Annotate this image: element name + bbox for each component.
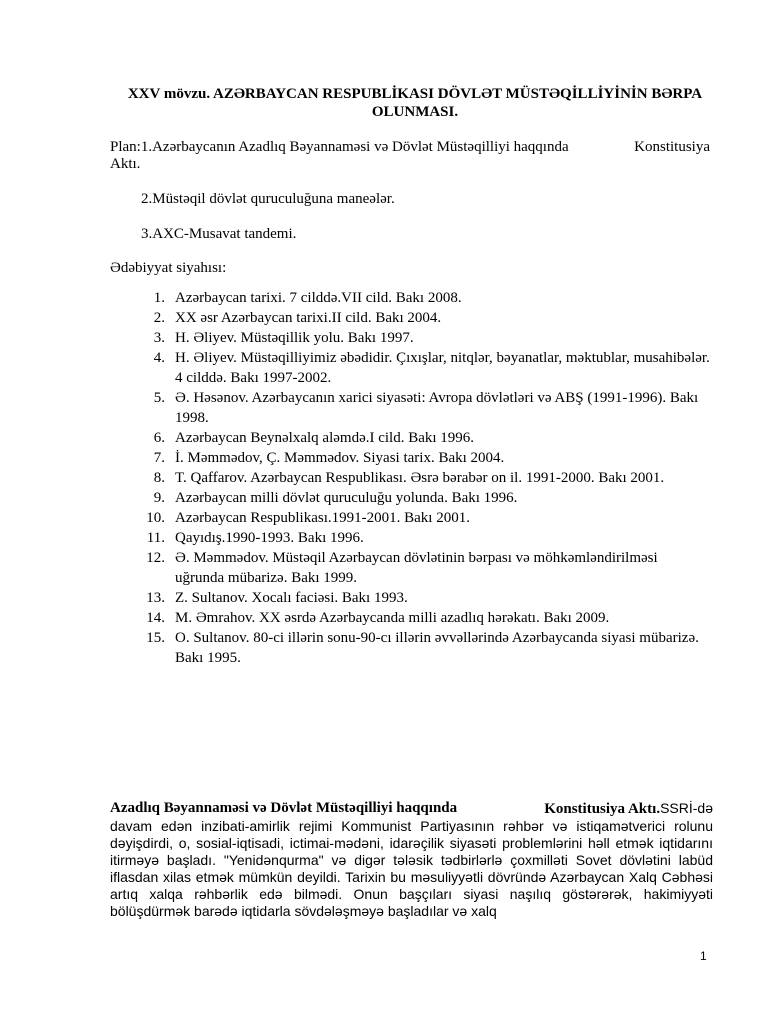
literature-item-number: 6. <box>153 430 165 446</box>
section-body <box>110 800 713 920</box>
literature-item-text: M. Əmrahov. XX əsrdə Azərbaycanda milli azadlıq hərəkatı. Bakı 2009. <box>175 610 610 626</box>
literature-item-text: O. Sultanov. 80-ci illərin sonu-90-cı illərin əvvəllərində Azərbaycanda siyasi mübarizə. Bakı 1995. <box>175 630 699 666</box>
section-heading-line <box>110 800 713 818</box>
literature-item <box>110 628 710 668</box>
literature-item <box>110 388 710 428</box>
literature-item <box>110 588 710 608</box>
literature-item <box>110 448 710 468</box>
literature-item <box>110 488 710 508</box>
literature-item-text: XX əsr Azərbaycan tarixi.II cild. Bakı 2004. <box>175 310 442 326</box>
literature-item <box>110 348 710 388</box>
literature-item-number: 5. <box>153 390 165 406</box>
section-lead-word: SSRİ-də <box>660 800 713 816</box>
literature-list <box>110 288 710 668</box>
literature-item <box>110 608 710 628</box>
section-heading-tail: Konstitusiya Aktı. <box>544 801 661 817</box>
literature-item-number: 9. <box>153 490 165 506</box>
literature-item-number: 13. <box>146 590 165 606</box>
literature-item-number: 14. <box>146 610 165 626</box>
literature-item-text: Ə. Məmmədov. Müstəqil Azərbaycan dövlətinin bərpası və möhkəmləndirilməsi uğrunda mübarizə. Bakı 1999. <box>175 550 658 586</box>
page-title: XXV mövzu. AZƏRBAYCAN RESPUBLİKASI DÖVLƏT MÜSTƏQİLLİYİNİN BƏRPA OLUNMASI. <box>127 86 703 120</box>
literature-item-number: 7. <box>153 450 165 466</box>
literature-item-number: 15. <box>146 630 165 646</box>
plan-item-1-tail: Konstitusiya <box>634 139 710 155</box>
literature-item <box>110 328 710 348</box>
literature-item-text: Azərbaycan Beynəlxalq aləmdə.I cild. Bakı 1996. <box>175 430 475 446</box>
page-number: 1 <box>700 949 707 963</box>
literature-item-text: H. Əliyev. Müstəqillik yolu. Bakı 1997. <box>175 330 414 346</box>
literature-item <box>110 468 710 488</box>
literature-item <box>110 288 710 308</box>
section-heading: Azadlıq Bəyannaməsi və Dövlət Müstəqilliyi haqqında <box>110 800 458 816</box>
plan-line-1 <box>110 139 710 156</box>
literature-item-number: 2. <box>153 310 165 326</box>
literature-item <box>110 548 710 588</box>
literature-item-text: Azərbaycan tarixi. 7 cilddə.VII cild. Bakı 2008. <box>175 290 462 306</box>
literature-item <box>110 508 710 528</box>
literature-item-text: Azərbaycan milli dövlət quruculuğu yolunda. Bakı 1996. <box>175 490 518 506</box>
literature-heading: Ədəbiyyat siyahısı: <box>110 260 227 276</box>
plan-item-1: Plan:1.Azərbaycanın Azadlıq Bəyannaməsi və Dövlət Müstəqilliyi haqqında <box>110 139 569 155</box>
literature-item-text: Z. Sultanov. Xocalı faciəsi. Bakı 1993. <box>175 590 408 606</box>
literature-item-number: 3. <box>153 330 165 346</box>
plan-section <box>110 139 710 173</box>
literature-item <box>110 528 710 548</box>
literature-item <box>110 308 710 328</box>
literature-item-number: 11. <box>146 530 165 546</box>
literature-item-number: 8. <box>153 470 165 486</box>
literature-item-text: Ə. Həsənov. Azərbaycanın xarici siyasəti: Avropa dövlətləri və ABŞ (1991-1996). Bakı 1998. <box>175 390 699 426</box>
literature-item-number: 4. <box>153 350 165 366</box>
literature-item-text: İ. Məmmədov, Ç. Məmmədov. Siyasi tarix. Bakı 2004. <box>175 450 505 466</box>
literature-item <box>110 428 710 448</box>
section-heading-tail-wrap <box>544 800 713 818</box>
literature-item-number: 1. <box>153 290 165 306</box>
literature-item-number: 10. <box>146 510 165 526</box>
literature-item-text: Azərbaycan Respublikası.1991-2001. Bakı 2001. <box>175 510 470 526</box>
plan-item-2: 2.Müstəqil dövlət quruculuğuna maneələr. <box>141 191 395 207</box>
plan-item-3: 3.AXC-Musavat tandemi. <box>141 226 297 242</box>
section-paragraph: davam edən inzibati-amirlik rejimi Kommunist Partiyasının rəhbər və istiqamətverici rolunu dəyişdirdi, o, sosial-iqtisadi, ictimai-mədəni, idarəçilik siyasəti problemlərini həll etmək iqtidarını itirməyə başladı. "Yenidənqurma" və digər tələsik tədbirlərlə çoxmilləti Sovet dövlətini labüd iflasdan xilas etmək mümkün deyildi. Tarixin bu məsuliyyətli dövründə Azərbaycan Xalq Cəbhəsi artıq xalqa rəhbərlik edə bilmədi. Onun başçıları siyasi naşılıq göstərərək, hakimiyyəti bölüşdürmək barədə iqtidarla sövdələşməyə başladılar və xalq <box>110 818 713 919</box>
literature-item-text: T. Qaffarov. Azərbaycan Respublikası. Əsrə bərabər on il. 1991-2000. Bakı 2001. <box>175 470 665 486</box>
literature-item-text: H. Əliyev. Müstəqilliyimiz əbədidir. Çıxışlar, nitqlər, bəyanatlar, məktublar, musahibələr. 4 cilddə. Bakı 1997-2002. <box>175 350 710 386</box>
plan-item-1-cont: Aktı. <box>110 156 141 172</box>
literature-item-number: 12. <box>146 550 165 566</box>
literature-item-text: Qayıdış.1990-1993. Bakı 1996. <box>175 530 364 546</box>
